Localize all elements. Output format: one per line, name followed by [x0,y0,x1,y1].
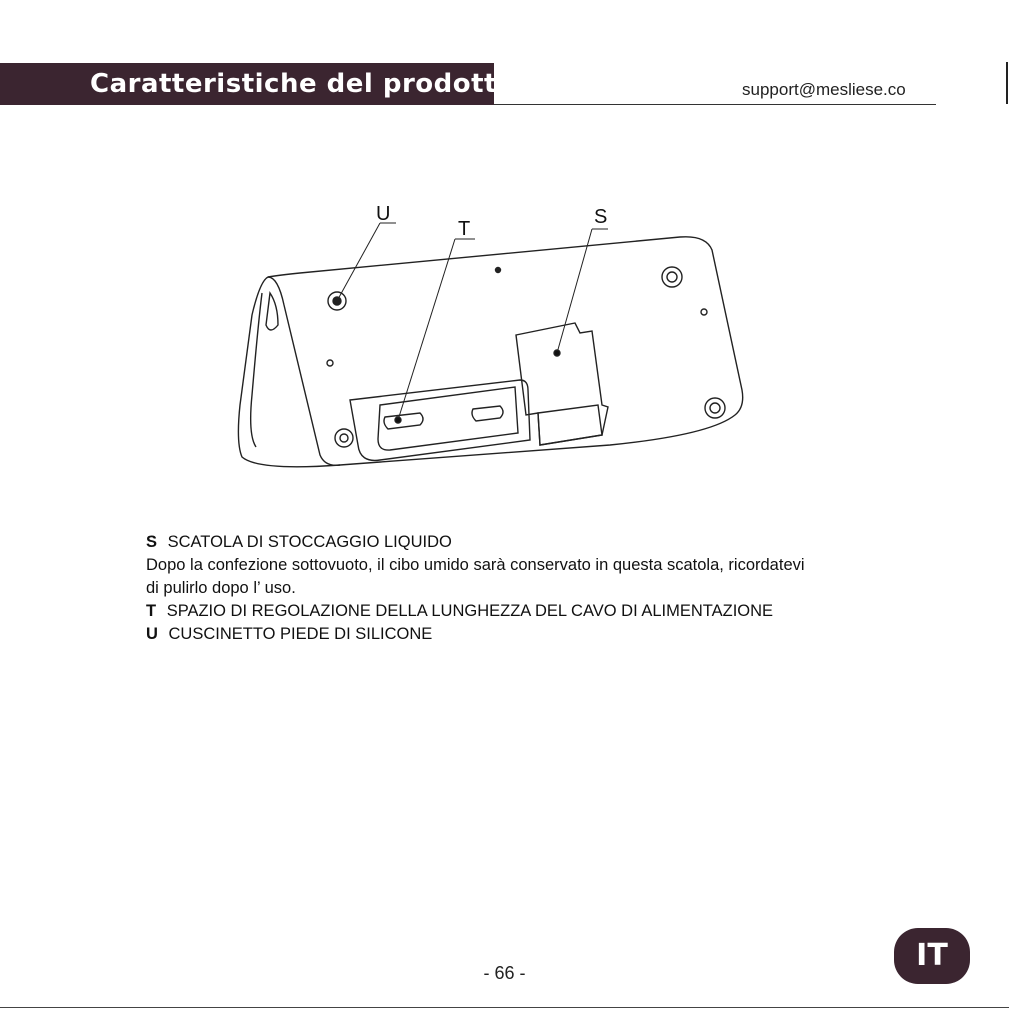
legend-item-t [146,600,936,623]
screw-hole [327,360,333,366]
callout-s: S [594,206,608,228]
legend-title-s: SCATOLA DI STOCCAGGIO LIQUIDO [167,533,452,551]
storage-box-front [538,405,602,445]
screw-hole [496,268,501,273]
header-rule [494,104,936,105]
legend-desc-s-2: di pulirlo dopo l’ uso. [146,579,296,597]
screw-hole [701,309,707,315]
callout-u: U [376,203,391,225]
legend-desc-s-1: Dopo la confezione sottovuoto, il cibo umido sarà conservato in questa scatola, ricordatevi [146,556,805,574]
page-number: - 66 - [483,963,526,983]
legend-item-s [146,531,936,554]
support-email: support@mesliese.co [742,80,906,99]
page-edge-mark [1006,62,1008,104]
legend-key-t: T [146,602,157,620]
legend-key-u: U [146,625,158,643]
product-bottom-diagram [230,195,750,505]
legend-key-s: S [146,533,158,551]
language-badge: IT [894,928,970,984]
section-title-bar [0,63,516,105]
legend-title-u: CUSCINETTO PIEDE DI SILICONE [168,625,433,643]
callout-t: T [458,218,471,240]
leader-line-u [337,223,380,301]
device-end-cap-slot [266,293,278,330]
legend-item-u [146,623,936,646]
cord-slot-right [472,406,503,421]
cord-recess [350,380,530,460]
section-title: Caratteristiche del prodotto [90,69,516,99]
legend-title-t: SPAZIO DI REGOLAZIONE DELLA LUNGHEZZA DEL CAVO DI ALIMENTAZIONE [166,602,774,620]
leader-line-t [398,239,455,420]
silicone-foot-front-right [662,267,682,287]
silicone-foot-back-left [335,429,353,447]
silicone-foot-back-right [705,398,725,418]
cord-slot-left [384,413,423,429]
bottom-rule [0,1007,1009,1008]
feature-legend [146,531,936,646]
